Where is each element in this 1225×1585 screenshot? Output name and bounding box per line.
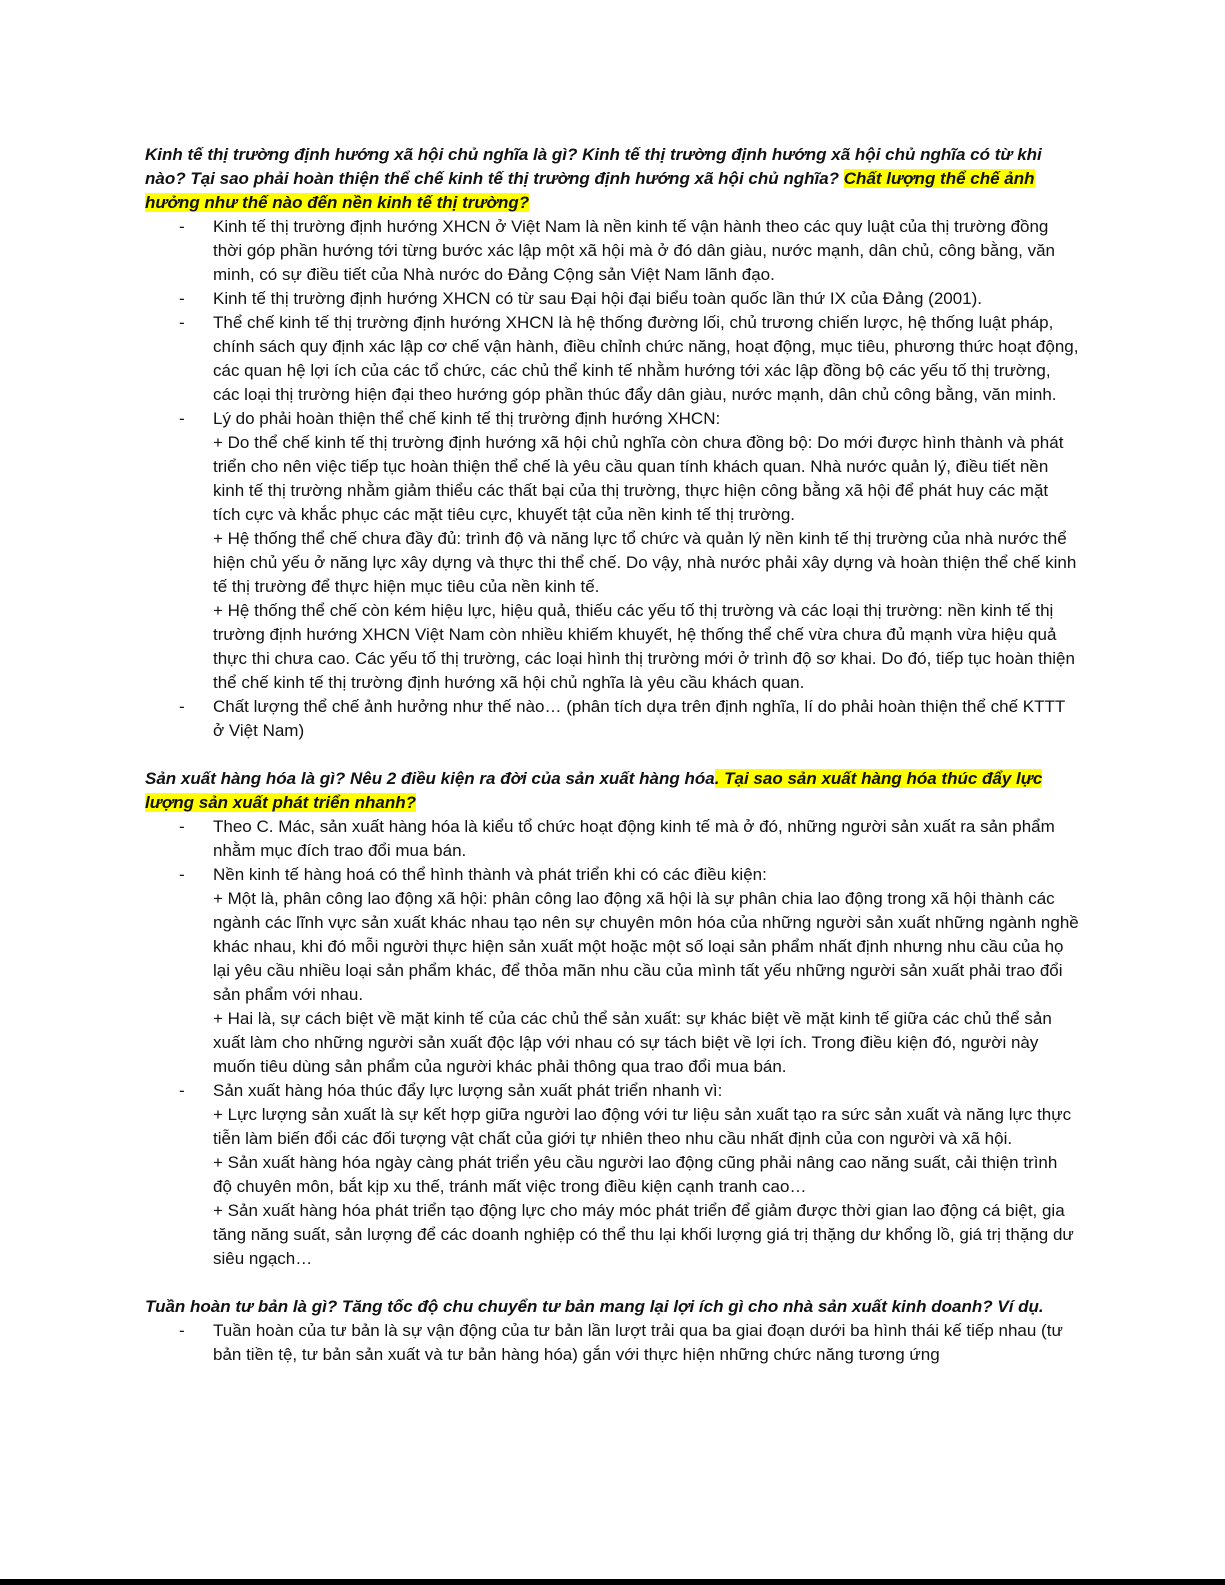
question-text: Kinh tế thị trường định hướng xã hội chủ nghĩa là gì? Kinh tế thị trường định hướng xã hội chủ nghĩa có từ khi nào? Tại sao phải hoàn thiện thể chế kinh tế thị trường định hướng xã hội chủ nghĩa? bbox=[145, 145, 1042, 188]
answer-text: Sản xuất hàng hóa thúc đẩy lực lượng sản xuất phát triển nhanh vì: bbox=[213, 1081, 723, 1100]
question-heading bbox=[145, 143, 1080, 215]
answer-item bbox=[145, 815, 1080, 863]
answer-item bbox=[145, 695, 1080, 743]
question-text: Tuần hoàn tư bản là gì? Tăng tốc độ chu chuyển tư bản mang lại lợi ích gì cho nhà sản xuất kinh doanh? Ví dụ. bbox=[145, 1297, 1044, 1316]
answer-item bbox=[145, 1079, 1080, 1271]
answer-subpoint: + Hệ thống thể chế còn kém hiệu lực, hiệu quả, thiếu các yếu tố thị trường và các loại thị trường: nền kinh tế thị trường định hướng XHCN Việt Nam còn nhiều khiếm khuyết, hệ thống thể chế vừa chưa đủ mạnh vừa hiệu quả thực thi chưa cao. Các yếu tố thị trường, các loại hình thị trường mới ở trình độ sơ khai. Do đó, tiếp tục hoàn thiện thể chế kinh tế thị trường định hướng xã hội chủ nghĩa là yêu cầu khách quan. bbox=[213, 601, 1075, 692]
answer-text: Kinh tế thị trường định hướng XHCN ở Việt Nam là nền kinh tế vận hành theo các quy luật của thị trường đồng thời góp phần hướng tới từng bước xác lập một xã hội mà ở đó dân giàu, nước mạnh, dân chủ, công bằng, văn minh, có sự điều tiết của Nhà nước do Đảng Cộng sản Việt Nam lãnh đạo. bbox=[213, 217, 1056, 284]
answer-text: Chất lượng thể chế ảnh hưởng như thế nào… (phân tích dựa trên định nghĩa, lí do phải hoàn thiện thể chế KTTT ở Việt Nam) bbox=[213, 697, 1065, 740]
answer-item bbox=[145, 215, 1080, 287]
question-section bbox=[145, 143, 1080, 743]
question-heading bbox=[145, 767, 1080, 815]
answer-subpoint: + Lực lượng sản xuất là sự kết hợp giữa người lao động với tư liệu sản xuất tạo ra sức sản xuất và năng lực thực tiễn làm biến đổi các đối tượng vật chất của giới tự nhiên theo nhu cầu nhất định của con người và xã hội. bbox=[213, 1105, 1072, 1148]
answer-item bbox=[145, 1319, 1080, 1367]
answer-text: Lý do phải hoàn thiện thể chế kinh tế thị trường định hướng XHCN: bbox=[213, 409, 721, 428]
question-text: Sản xuất hàng hóa là gì? Nêu 2 điều kiện ra đời của sản xuất hàng hóa bbox=[145, 769, 715, 788]
answer-text: Tuần hoàn của tư bản là sự vận động của tư bản lần lượt trải qua ba giai đoạn dưới ba hình thái kế tiếp nhau (tư bản tiền tệ, tư bản sản xuất và tư bản hàng hóa) gắn với thực hiện những chức năng tương ứng bbox=[213, 1321, 1063, 1364]
question-section bbox=[145, 767, 1080, 1271]
question-section bbox=[145, 1295, 1080, 1367]
answer-text: Kinh tế thị trường định hướng XHCN có từ sau Đại hội đại biểu toàn quốc lần thứ IX của Đảng (2001). bbox=[213, 289, 983, 308]
answer-text: Theo C. Mác, sản xuất hàng hóa là kiểu tổ chức hoạt động kinh tế mà ở đó, những người sản xuất ra sản phẩm nhằm mục đích trao đổi mua bán. bbox=[213, 817, 1055, 860]
answer-subpoint: + Hai là, sự cách biệt về mặt kinh tế của các chủ thể sản xuất: sự khác biệt về mặt kinh tế giữa các chủ thể sản xuất làm cho những người sản xuất độc lập với nhau có sự tách biệt về lợi ích. Trong điều kiện đó, người này muốn tiêu dùng sản phẩm của người khác phải thông qua trao đổi mua bán. bbox=[213, 1009, 1052, 1076]
answer-item bbox=[145, 863, 1080, 1079]
question-heading bbox=[145, 1295, 1080, 1319]
answer-item bbox=[145, 407, 1080, 695]
answer-subpoint: + Một là, phân công lao động xã hội: phân công lao động xã hội là sự phân chia lao động trong xã hội thành các ngành các lĩnh vực sản xuất khác nhau tạo nên sự chuyên môn hóa của những người sản xuất những ngành nghề khác nhau, khi đó mỗi người thực hiện sản xuất một hoặc một số loại sản phẩm nhất định nhưng nhu cầu của họ lại yêu cầu nhiều loại sản phẩm khác, để thỏa mãn nhu cầu của mình tất yếu những người sản xuất phải trao đổi sản phẩm với nhau. bbox=[213, 889, 1079, 1004]
answer-text: Thể chế kinh tế thị trường định hướng XHCN là hệ thống đường lối, chủ trương chiến lược, hệ thống luật pháp, chính sách quy định xác lập cơ chế vận hành, điều chỉnh chức năng, hoạt động, mục tiêu, phương thức hoạt động, các quan hệ lợi ích của các tổ chức, các chủ thể kinh tế nhằm hướng tới xác lập đồng bộ các yếu tố thị trường, các loại thị trường hiện đại theo hướng góp phần thúc đẩy dân giàu, nước mạnh, dân chủ công bằng, văn minh. bbox=[213, 313, 1079, 404]
highlighted-question-text: Chất lượng thể chế ảnh hưởng như thế nào đến nền kinh tế thị trường? bbox=[145, 169, 1035, 212]
answer-list bbox=[145, 1319, 1080, 1367]
answer-subpoint: + Do thể chế kinh tế thị trường định hướng xã hội chủ nghĩa còn chưa đồng bộ: Do mới được hình thành và phát triển cho nên việc tiếp tục hoàn thiện thể chế là yêu cầu quan tính khách quan. Nhà nước quản lý, điều tiết nền kinh tế thị trường nhằm giảm thiểu các thất bại của thị trường, thực hiện công bằng xã hội để phát huy các mặt tích cực và khắc phục các mặt tiêu cực, khuyết tật của nền kinh tế thị trường. bbox=[213, 433, 1064, 524]
answer-subpoint: + Sản xuất hàng hóa ngày càng phát triển yêu cầu người lao động cũng phải nâng cao năng suất, cải thiện trình độ chuyên môn, bắt kịp xu thế, tránh mất việc trong điều kiện cạnh tranh cao… bbox=[213, 1153, 1058, 1196]
answer-list bbox=[145, 815, 1080, 1271]
document-content bbox=[145, 143, 1080, 1391]
answer-text: Nền kinh tế hàng hoá có thể hình thành và phát triển khi có các điều kiện: bbox=[213, 865, 767, 884]
answer-item bbox=[145, 287, 1080, 311]
answer-item bbox=[145, 311, 1080, 407]
answer-list bbox=[145, 215, 1080, 743]
page-bottom-border bbox=[0, 1579, 1225, 1585]
answer-subpoint: + Hệ thống thể chế chưa đầy đủ: trình độ và năng lực tổ chức và quản lý nền kinh tế thị trường của nhà nước thể hiện chủ yếu ở năng lực xây dựng và thực thi thể chế. Do vậy, nhà nước phải xây dựng và hoàn thiện thể chế kinh tế thị trường để thực hiện mục tiêu của nền kinh tế. bbox=[213, 529, 1077, 596]
highlighted-question-text: . Tại sao sản xuất hàng hóa thúc đẩy lực lượng sản xuất phát triển nhanh? bbox=[145, 769, 1043, 812]
answer-subpoint: + Sản xuất hàng hóa phát triển tạo động lực cho máy móc phát triển để giảm được thời gian lao động cá biệt, gia tăng năng suất, sản lượng để các doanh nghiệp có thể thu lại khối lượng giá trị thặng dư khổng lồ, giá trị thặng dư siêu ngạch… bbox=[213, 1201, 1074, 1268]
